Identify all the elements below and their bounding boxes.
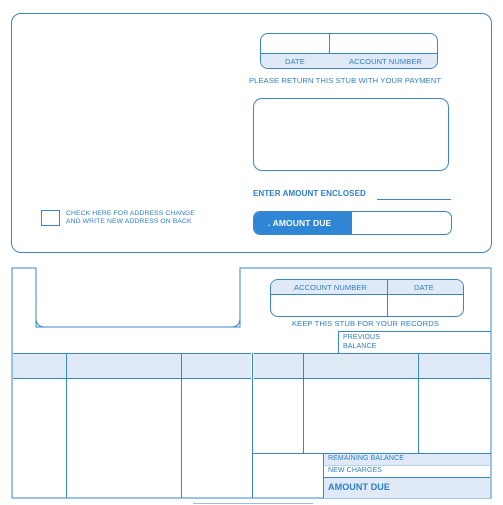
table-header-left [13, 353, 251, 379]
new-charges-label: NEW CHARGES [328, 467, 382, 474]
address-change-line1: CHECK HERE FOR ADDRESS CHANGE [66, 210, 196, 217]
previous-balance-line2: BALANCE [343, 343, 377, 350]
amount-due-label-bottom: AMOUNT DUE [328, 482, 390, 492]
account-number-label-bottom: ACCOUNT NUMBER [294, 283, 367, 292]
col-divider-2 [181, 353, 182, 498]
date-label-bottom: DATE [414, 283, 434, 292]
table-header-right [254, 353, 490, 379]
new-charges-row [324, 465, 490, 477]
bottom-tick [193, 503, 313, 504]
enter-amount-label: ENTER AMOUNT ENCLOSED [253, 189, 366, 198]
return-instruction: PLEASE RETURN THIS STUB WITH YOUR PAYMENT [249, 76, 442, 85]
previous-balance-box [338, 331, 491, 354]
amount-due-row [324, 477, 490, 498]
account-date-box [270, 279, 464, 317]
account-number-label: ACCOUNT NUMBER [349, 57, 422, 66]
keep-instruction: KEEP THIS STUB FOR YOUR RECORDS [292, 319, 439, 328]
remaining-balance-label: REMAINING BALANCE [328, 455, 404, 462]
col-divider-1 [66, 353, 67, 498]
remaining-balance-row [324, 454, 490, 465]
address-change-line2: AND WRITE NEW ADDRESS ON BACK [66, 218, 192, 225]
previous-balance-line1: PREVIOUS [343, 334, 380, 341]
amount-due-label: . AMOUNT DUE [268, 218, 332, 228]
date-label: DATE [285, 57, 305, 66]
col-divider-4 [303, 353, 304, 453]
col-divider-5 [418, 353, 419, 453]
col-divider-3 [252, 353, 253, 498]
